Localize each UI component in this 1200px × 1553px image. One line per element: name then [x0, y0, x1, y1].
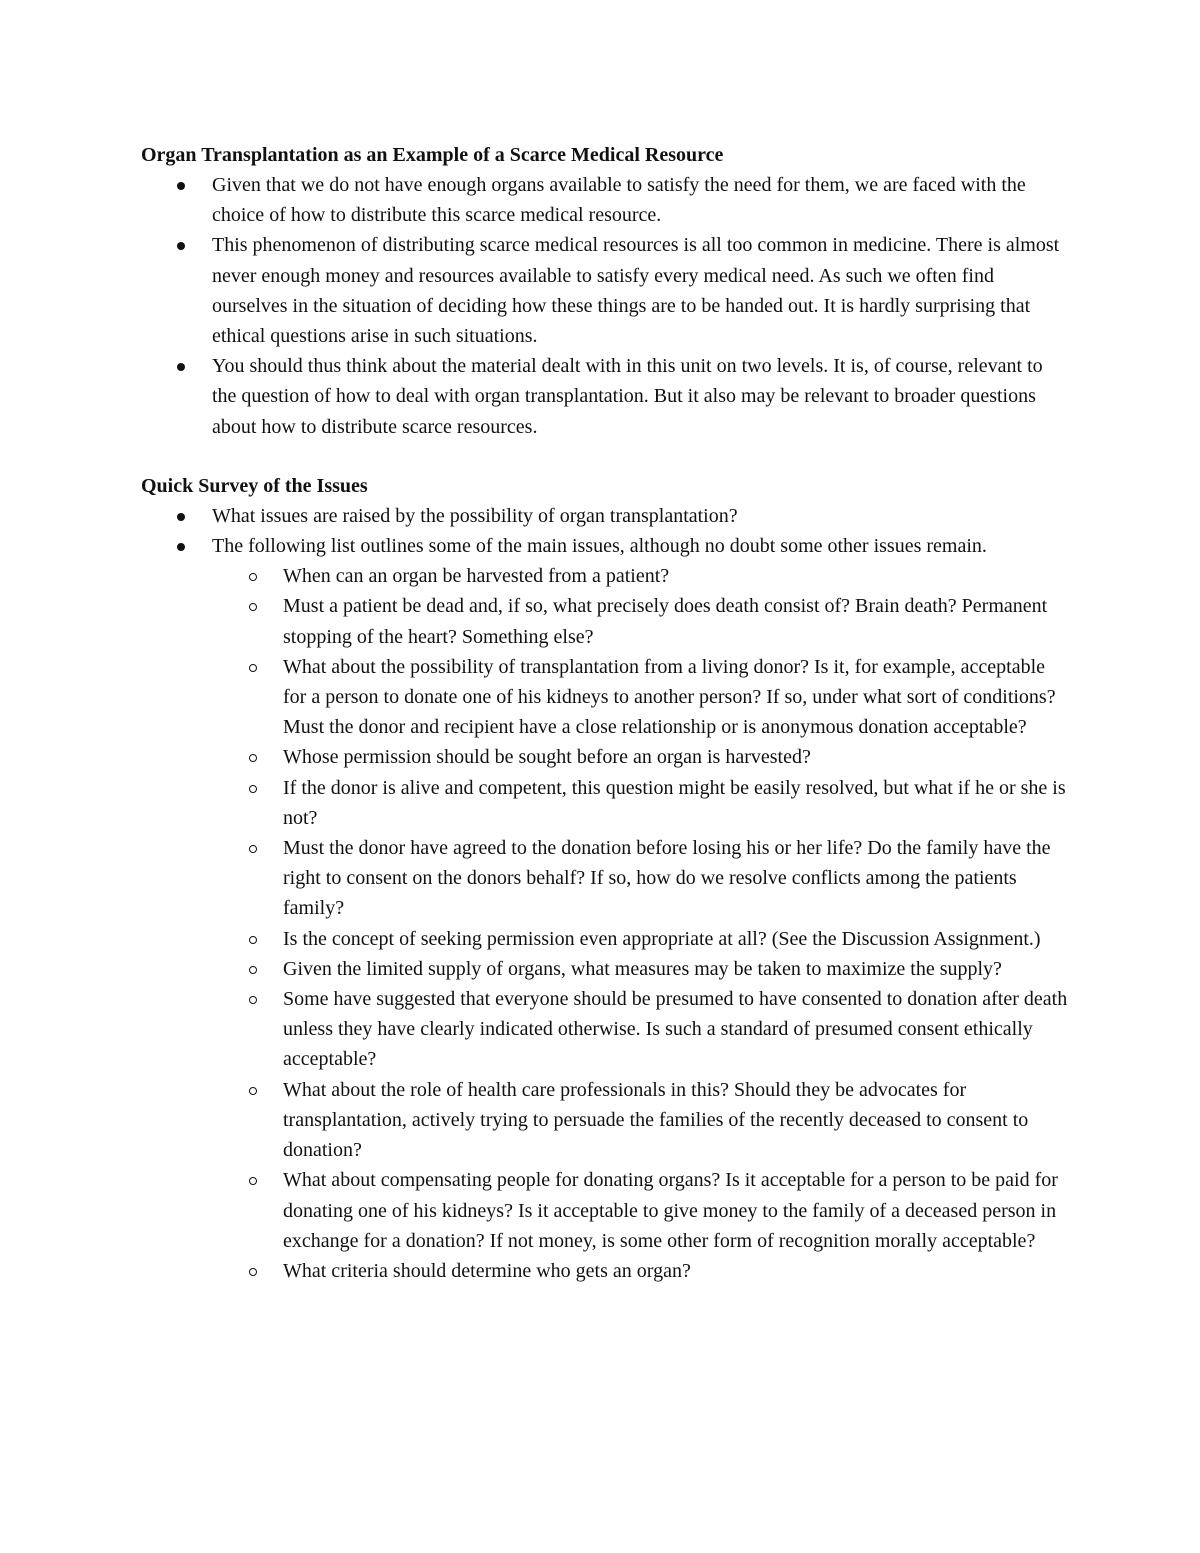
sublist-item: If the donor is alive and competent, this question might be easily resolved, but what if he or she is not? [141, 773, 1071, 833]
scarce-resource-list [141, 170, 1071, 442]
section-heading-scarce-resource: Organ Transplantation as an Example of a Scarce Medical Resource [141, 144, 724, 166]
document-body [141, 140, 1071, 1286]
sublist-item: Whose permission should be sought before an organ is harvested? [141, 742, 1071, 772]
sublist-item: What criteria should determine who gets an organ? [141, 1256, 1071, 1286]
bullet-circle-icon [249, 664, 257, 672]
sublist-item: Is the concept of seeking permission even appropriate at all? (See the Discussion Assignment.) [141, 924, 1071, 954]
sublist-item: What about the role of health care professionals in this? Should they be advocates for transplantation, actively trying to persuade the families of the recently deceased to consent to donation? [141, 1075, 1071, 1166]
bullet-circle-icon [249, 845, 257, 853]
bullet-circle-icon [249, 936, 257, 944]
bullet-disc-icon [177, 363, 185, 371]
sublist-item: Must the donor have agreed to the donation before losing his or her life? Do the family have the right to consent on the donors behalf? If so, how do we resolve conflicts among the patients family? [141, 833, 1071, 924]
bullet-disc-icon [177, 242, 185, 250]
bullet-circle-icon [249, 1268, 257, 1276]
bullet-disc-icon [177, 182, 185, 190]
sublist-item: Given the limited supply of organs, what measures may be taken to maximize the supply? [141, 954, 1071, 984]
sublist-item: What about compensating people for donating organs? Is it acceptable for a person to be paid for donating one of his kidneys? Is it acceptable to give money to the family of a deceased person in exchange for a donation? If not money, is some other form of recognition morally acceptable? [141, 1165, 1071, 1256]
sublist-item: What about the possibility of transplantation from a living donor? Is it, for example, acceptable for a person to donate one of his kidneys to another person? If so, under what sort of conditions? Must the donor and recipient have a close relationship or is anonymous donation acceptable? [141, 652, 1071, 743]
bullet-circle-icon [249, 573, 257, 581]
section-spacer [141, 442, 1071, 471]
bullet-circle-icon [249, 603, 257, 611]
issues-sublist [141, 561, 1071, 1286]
sublist-item: When can an organ be harvested from a patient? [141, 561, 1071, 591]
list-item: Given that we do not have enough organs available to satisfy the need for them, we are faced with the choice of how to distribute this scarce medical resource. [141, 170, 1071, 230]
bullet-circle-icon [249, 785, 257, 793]
bullet-disc-icon [177, 513, 185, 521]
section-heading-quick-survey: Quick Survey of the Issues [141, 474, 368, 497]
list-item: The following list outlines some of the main issues, although no doubt some other issues remain. [141, 531, 1071, 561]
bullet-circle-icon [249, 996, 257, 1004]
list-item: This phenomenon of distributing scarce medical resources is all too common in medicine. There is almost never enough money and resources available to satisfy every medical need. As such we often find ourselves in the situation of deciding how these things are to be handed out. It is hardly surprising that ethical questions arise in such situations. [141, 230, 1071, 351]
bullet-circle-icon [249, 1087, 257, 1095]
bullet-circle-icon [249, 754, 257, 762]
quick-survey-list [141, 501, 1071, 561]
bullet-circle-icon [249, 1177, 257, 1185]
sublist-item: Some have suggested that everyone should be presumed to have consented to donation after death unless they have clearly indicated otherwise. Is such a standard of presumed consent ethically acceptable? [141, 984, 1071, 1075]
sublist-item: Must a patient be dead and, if so, what precisely does death consist of? Brain death? Permanent stopping of the heart? Something else? [141, 591, 1071, 651]
list-item: What issues are raised by the possibility of organ transplantation? [141, 501, 1071, 531]
bullet-disc-icon [177, 543, 185, 551]
list-item: You should thus think about the material dealt with in this unit on two levels. It is, of course, relevant to the question of how to deal with organ transplantation. But it also may be relevant to broader questions about how to distribute scarce resources. [141, 351, 1071, 442]
bullet-circle-icon [249, 966, 257, 974]
